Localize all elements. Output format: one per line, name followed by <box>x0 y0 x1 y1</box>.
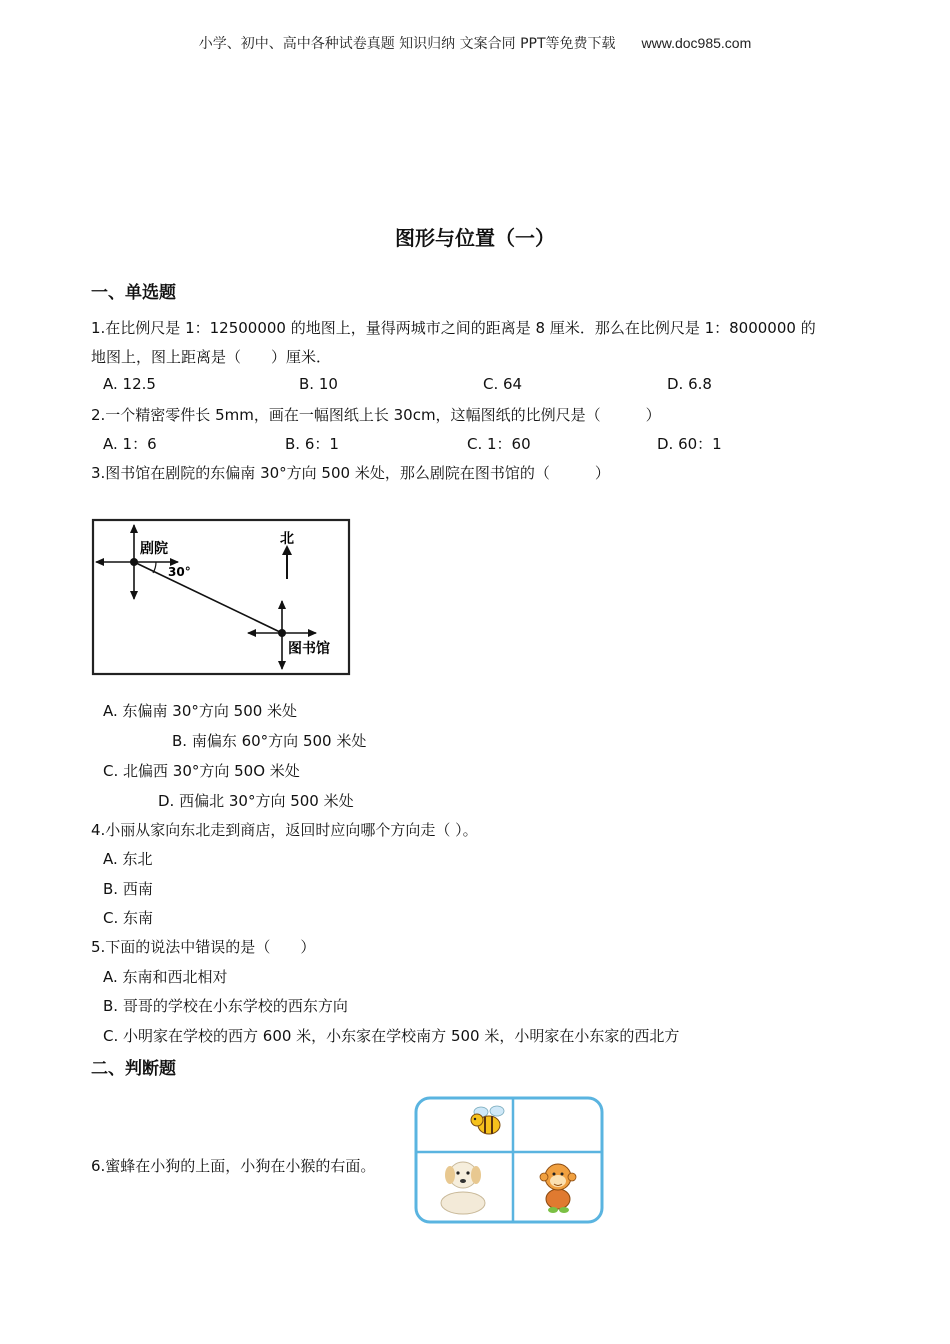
angle-label: 30° <box>168 565 191 579</box>
question-6: 6.蜜蜂在小狗的上面，小狗在小猴的右面。 <box>91 1157 376 1175</box>
page-title: 图形与位置（一） <box>395 226 555 250</box>
north-label: 北 <box>280 531 294 547</box>
question-1-line-2: 地图上，图上距离是（ ）厘米． <box>91 348 332 366</box>
question-5: 5.下面的说法中错误的是（ ） <box>91 938 316 956</box>
q3-option-b[interactable]: B. 南偏东 60°方向 500 米处 <box>172 732 367 750</box>
q1-option-a[interactable]: A. 12.5 <box>103 375 156 393</box>
theater-label: 剧院 <box>140 541 168 557</box>
q4-option-a[interactable]: A. 东北 <box>103 850 153 868</box>
section-heading-true-false: 二、判断题 <box>91 1059 176 1079</box>
q2-option-a[interactable]: A. 1：6 <box>103 435 157 453</box>
q1-option-b[interactable]: B. 10 <box>299 375 338 393</box>
question-3: 3.图书馆在剧院的东偏南 30°方向 500 米处，那么剧院在图书馆的（ ） <box>91 464 610 482</box>
question-1-line-1: 1.在比例尺是 1：12500000 的地图上，量得两城市之间的距离是 8 厘米．那么在比例尺是 1：8000000 的 <box>91 319 816 337</box>
direction-diagram <box>90 517 354 679</box>
q5-option-b[interactable]: B. 哥哥的学校在小东学校的西东方向 <box>103 997 348 1015</box>
header-text: 小学、初中、高中各种试卷真题 知识归纳 文案合同 PPT等免费下载 <box>198 36 616 52</box>
library-label: 图书馆 <box>288 641 330 657</box>
header-url[interactable]: www.doc985.com <box>641 35 752 51</box>
q3-option-a[interactable]: A. 东偏南 30°方向 500 米处 <box>103 702 298 720</box>
page-header <box>0 33 950 53</box>
q5-option-a[interactable]: A. 东南和西北相对 <box>103 968 228 986</box>
q5-option-c[interactable]: C. 小明家在学校的西方 600 米，小东家在学校南方 500 米，小明家在小东家的西北方 <box>103 1027 680 1045</box>
q1-option-d[interactable]: D. 6.8 <box>667 375 712 393</box>
animal-grid <box>413 1095 605 1225</box>
question-2: 2.一个精密零件长 5mm，画在一幅图纸上长 30cm，这幅图纸的比例尺是（ ） <box>91 406 661 424</box>
q3-option-c[interactable]: C. 北偏西 30°方向 50O 米处 <box>103 762 300 780</box>
library-point <box>278 629 286 637</box>
q2-option-b[interactable]: B. 6：1 <box>285 435 339 453</box>
section-heading-single-choice: 一、单选题 <box>91 283 176 303</box>
q1-option-c[interactable]: C. 64 <box>483 375 523 393</box>
q4-option-c[interactable]: C. 东南 <box>103 909 154 927</box>
q4-option-b[interactable]: B. 西南 <box>103 880 153 898</box>
q3-option-d[interactable]: D. 西偏北 30°方向 500 米处 <box>158 792 354 810</box>
q2-option-d[interactable]: D. 60：1 <box>657 435 722 453</box>
q2-option-c[interactable]: C. 1：60 <box>467 435 531 453</box>
question-4: 4.小丽从家向东北走到商店，返回时应向哪个方向走（ ）。 <box>91 821 478 839</box>
